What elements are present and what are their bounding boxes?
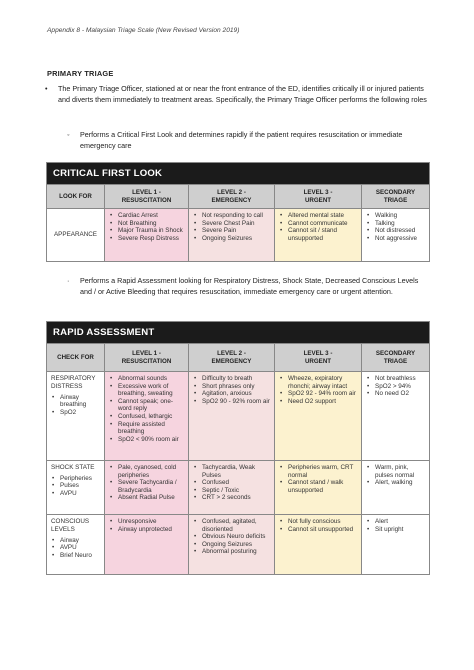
cell-bullet-list: [47, 473, 104, 501]
list-item: • Severe Resp Distress: [118, 235, 185, 243]
cell-level1: [105, 515, 189, 575]
column-header-level1: LEVEL 1 - RESUSCITATION: [105, 185, 189, 209]
list-item: • Ongoing Seizures: [202, 235, 271, 243]
row-label-shock: [47, 461, 105, 515]
cell-bullet-list: [105, 515, 188, 536]
column-header-level3: LEVEL 3 - URGENT: [275, 344, 362, 372]
list-item: • Talking: [375, 220, 426, 228]
cell-bullet-list: [275, 515, 361, 536]
list-item: • Severe Tachycardia / Bradycardia: [118, 479, 185, 494]
cell-bullet-list: [47, 392, 104, 420]
column-header-level3: LEVEL 3 - URGENT: [275, 185, 362, 209]
list-item: • Airway: [60, 537, 101, 545]
paragraph-text: Performs a Rapid Assessment looking for Respiratory Distress, Shock State, Decreased Conscious Levels and / or Active Bleeding that requires resuscitation, immediate emergency care or urgent attention.: [80, 276, 419, 296]
cell-bullet-list: [189, 515, 274, 559]
list-item: • Agitation, anxious: [202, 390, 271, 398]
list-item: • Pale, cyanosed, cold peripheries: [118, 464, 185, 479]
cell-bullet-list: [362, 461, 429, 490]
list-item: • Abnormal posturing: [202, 548, 271, 556]
list-item: • AVPU: [60, 544, 101, 552]
list-item: • Airway unprotected: [118, 526, 185, 534]
list-item: • Not fully conscious: [288, 518, 358, 526]
list-item: • Short phrases only: [202, 383, 271, 391]
cell-level2: [189, 209, 275, 262]
list-item: • Cannot sit unsupported: [288, 526, 358, 534]
cell-level3: [275, 515, 362, 575]
paragraph-text: Performs a Critical First Look and determines rapidly if the patient requires resuscitation or immediate emergency care: [80, 130, 403, 150]
cell-bullet-list: [275, 372, 361, 408]
list-item: • Brief Neuro: [60, 552, 101, 560]
list-item: • Not responding to call: [202, 212, 271, 220]
list-item: • Cannot speak; one-word reply: [118, 398, 185, 413]
bullet-marker: •: [45, 84, 48, 93]
cell-bullet-list: [47, 535, 104, 563]
list-item: • Cardiac Arrest: [118, 212, 185, 220]
list-item: • Not breathless: [375, 375, 426, 383]
list-item: • Not aggressive: [375, 235, 426, 243]
table-row-respiratory: [47, 372, 430, 461]
list-item: • Unresponsive: [118, 518, 185, 526]
row-label-title: SHOCK STATE: [51, 464, 95, 471]
list-item: • Major Trauma in Shock: [118, 227, 185, 235]
cell-level2: [189, 515, 275, 575]
list-item: • Cannot stand / walk unsupported: [288, 479, 358, 494]
sub-bullet-marker: ·: [67, 276, 70, 285]
cell-level2: [189, 372, 275, 461]
list-item: • Alert, walking: [375, 479, 426, 487]
column-header-check-for: CHECK FOR: [47, 344, 105, 372]
cell-level2: [189, 461, 275, 515]
cell-bullet-list: [189, 372, 274, 408]
cell-bullet-list: [105, 461, 188, 505]
column-header-level1: LEVEL 1 - RESUSCITATION: [105, 344, 189, 372]
column-header-secondary: SECONDARY TRIAGE: [362, 185, 430, 209]
list-item: • AVPU: [60, 490, 101, 498]
table-banner: CRITICAL FIRST LOOK: [47, 163, 430, 185]
row-label-title: RESPIRATORY DISTRESS: [51, 375, 96, 390]
paragraph-text: The Primary Triage Officer, stationed at or near the front entrance of the ED, identifies critically ill or injured patients and diverts them immediately to treatment areas. Specifically, the Primary Triage Officer performs the following roles: [58, 84, 427, 104]
table-row-shock: [47, 461, 430, 515]
list-item: • Tachycardia, Weak Pulses: [202, 464, 271, 479]
list-item: • Pulses: [60, 482, 101, 490]
cell-bullet-list: [105, 372, 188, 446]
list-item: • Peripheries: [60, 475, 101, 483]
cell-bullet-list: [362, 515, 429, 536]
cell-secondary: [362, 209, 430, 262]
row-label-conscious: [47, 515, 105, 575]
list-item: • Absent Radial Pulse: [118, 494, 185, 502]
list-item: • Severe Pain: [202, 227, 271, 235]
table-banner: RAPID ASSESSMENT: [47, 322, 430, 344]
list-item: • Peripheries warm, CRT normal: [288, 464, 358, 479]
paragraph-critical-first-look: [67, 130, 430, 151]
list-item: • SpO2: [60, 409, 101, 417]
list-item: • Require assisted breathing: [118, 421, 185, 436]
cell-bullet-list: [189, 461, 274, 505]
list-item: • Confused: [202, 479, 271, 487]
list-item: • SpO2 90 - 92% room air: [202, 398, 271, 406]
list-item: • Septic / Toxic: [202, 487, 271, 495]
cell-level1: [105, 209, 189, 262]
cell-level3: [275, 209, 362, 262]
cell-bullet-list: [362, 372, 429, 401]
list-item: • Not Breathing: [118, 220, 185, 228]
column-header-secondary: SECONDARY TRIAGE: [362, 344, 430, 372]
section-title: PRIMARY TRIAGE: [47, 69, 114, 78]
list-item: • SpO2 > 94%: [375, 383, 426, 391]
list-item: • Not distressed: [375, 227, 426, 235]
list-item: • Warm, pink, pulses normal: [375, 464, 426, 479]
list-item: • Difficulty to breath: [202, 375, 271, 383]
rapid-assessment-table: [46, 321, 430, 575]
list-item: • CRT > 2 seconds: [202, 494, 271, 502]
list-item: • Ongoing Seizures: [202, 541, 271, 549]
sub-bullet-marker: ◦: [67, 130, 70, 139]
table-row-conscious: [47, 515, 430, 575]
list-item: • SpO2 < 90% room air: [118, 436, 185, 444]
cell-secondary: [362, 372, 430, 461]
cell-level3: [275, 461, 362, 515]
cell-level1: [105, 372, 189, 461]
list-item: • Walking: [375, 212, 426, 220]
cell-level3: [275, 372, 362, 461]
list-item: • Obvious Neuro deficits: [202, 533, 271, 541]
cell-level1: [105, 461, 189, 515]
list-item: • SpO2 92 - 94% room air: [288, 390, 358, 398]
list-item: • Airway breathing: [60, 394, 101, 409]
list-item: • Excessive work of breathing, sweating: [118, 383, 185, 398]
column-header-level2: LEVEL 2 - EMERGENCY: [189, 185, 275, 209]
cell-secondary: [362, 461, 430, 515]
list-item: • Alert: [375, 518, 426, 526]
list-item: • Severe Chest Pain: [202, 220, 271, 228]
cell-bullet-list: [105, 209, 188, 245]
list-item: • Confused, lethargic: [118, 413, 185, 421]
row-label-appearance: APPEARANCE: [47, 209, 105, 262]
list-item: • Wheeze, expiratory rhonchi; airway intact: [288, 375, 358, 390]
list-item: • Sit upright: [375, 526, 426, 534]
row-label-respiratory: [47, 372, 105, 461]
list-item: • No need O2: [375, 390, 426, 398]
cell-bullet-list: [189, 209, 274, 245]
paragraph-primary-triage-officer: [45, 84, 430, 105]
list-item: • Confused, agitated, disoriented: [202, 518, 271, 533]
cell-bullet-list: [362, 209, 429, 245]
list-item: • Abnormal sounds: [118, 375, 185, 383]
column-header-level2: LEVEL 2 - EMERGENCY: [189, 344, 275, 372]
list-item: • Cannot communicate: [288, 220, 358, 228]
cell-bullet-list: [275, 209, 361, 245]
cell-secondary: [362, 515, 430, 575]
cell-bullet-list: [275, 461, 361, 497]
header-note: Appendix 8 - Malaysian Triage Scale (New Revised Version 2019): [47, 27, 240, 34]
row-label-title: CONSCIOUS LEVELS: [51, 518, 90, 533]
list-item: • Need O2 support: [288, 398, 358, 406]
list-item: • Cannot sit / stand unsupported: [288, 227, 358, 242]
critical-first-look-table: [46, 162, 430, 262]
list-item: • Altered mental state: [288, 212, 358, 220]
paragraph-rapid-assessment: [67, 276, 430, 297]
column-header-look-for: LOOK FOR: [47, 185, 105, 209]
